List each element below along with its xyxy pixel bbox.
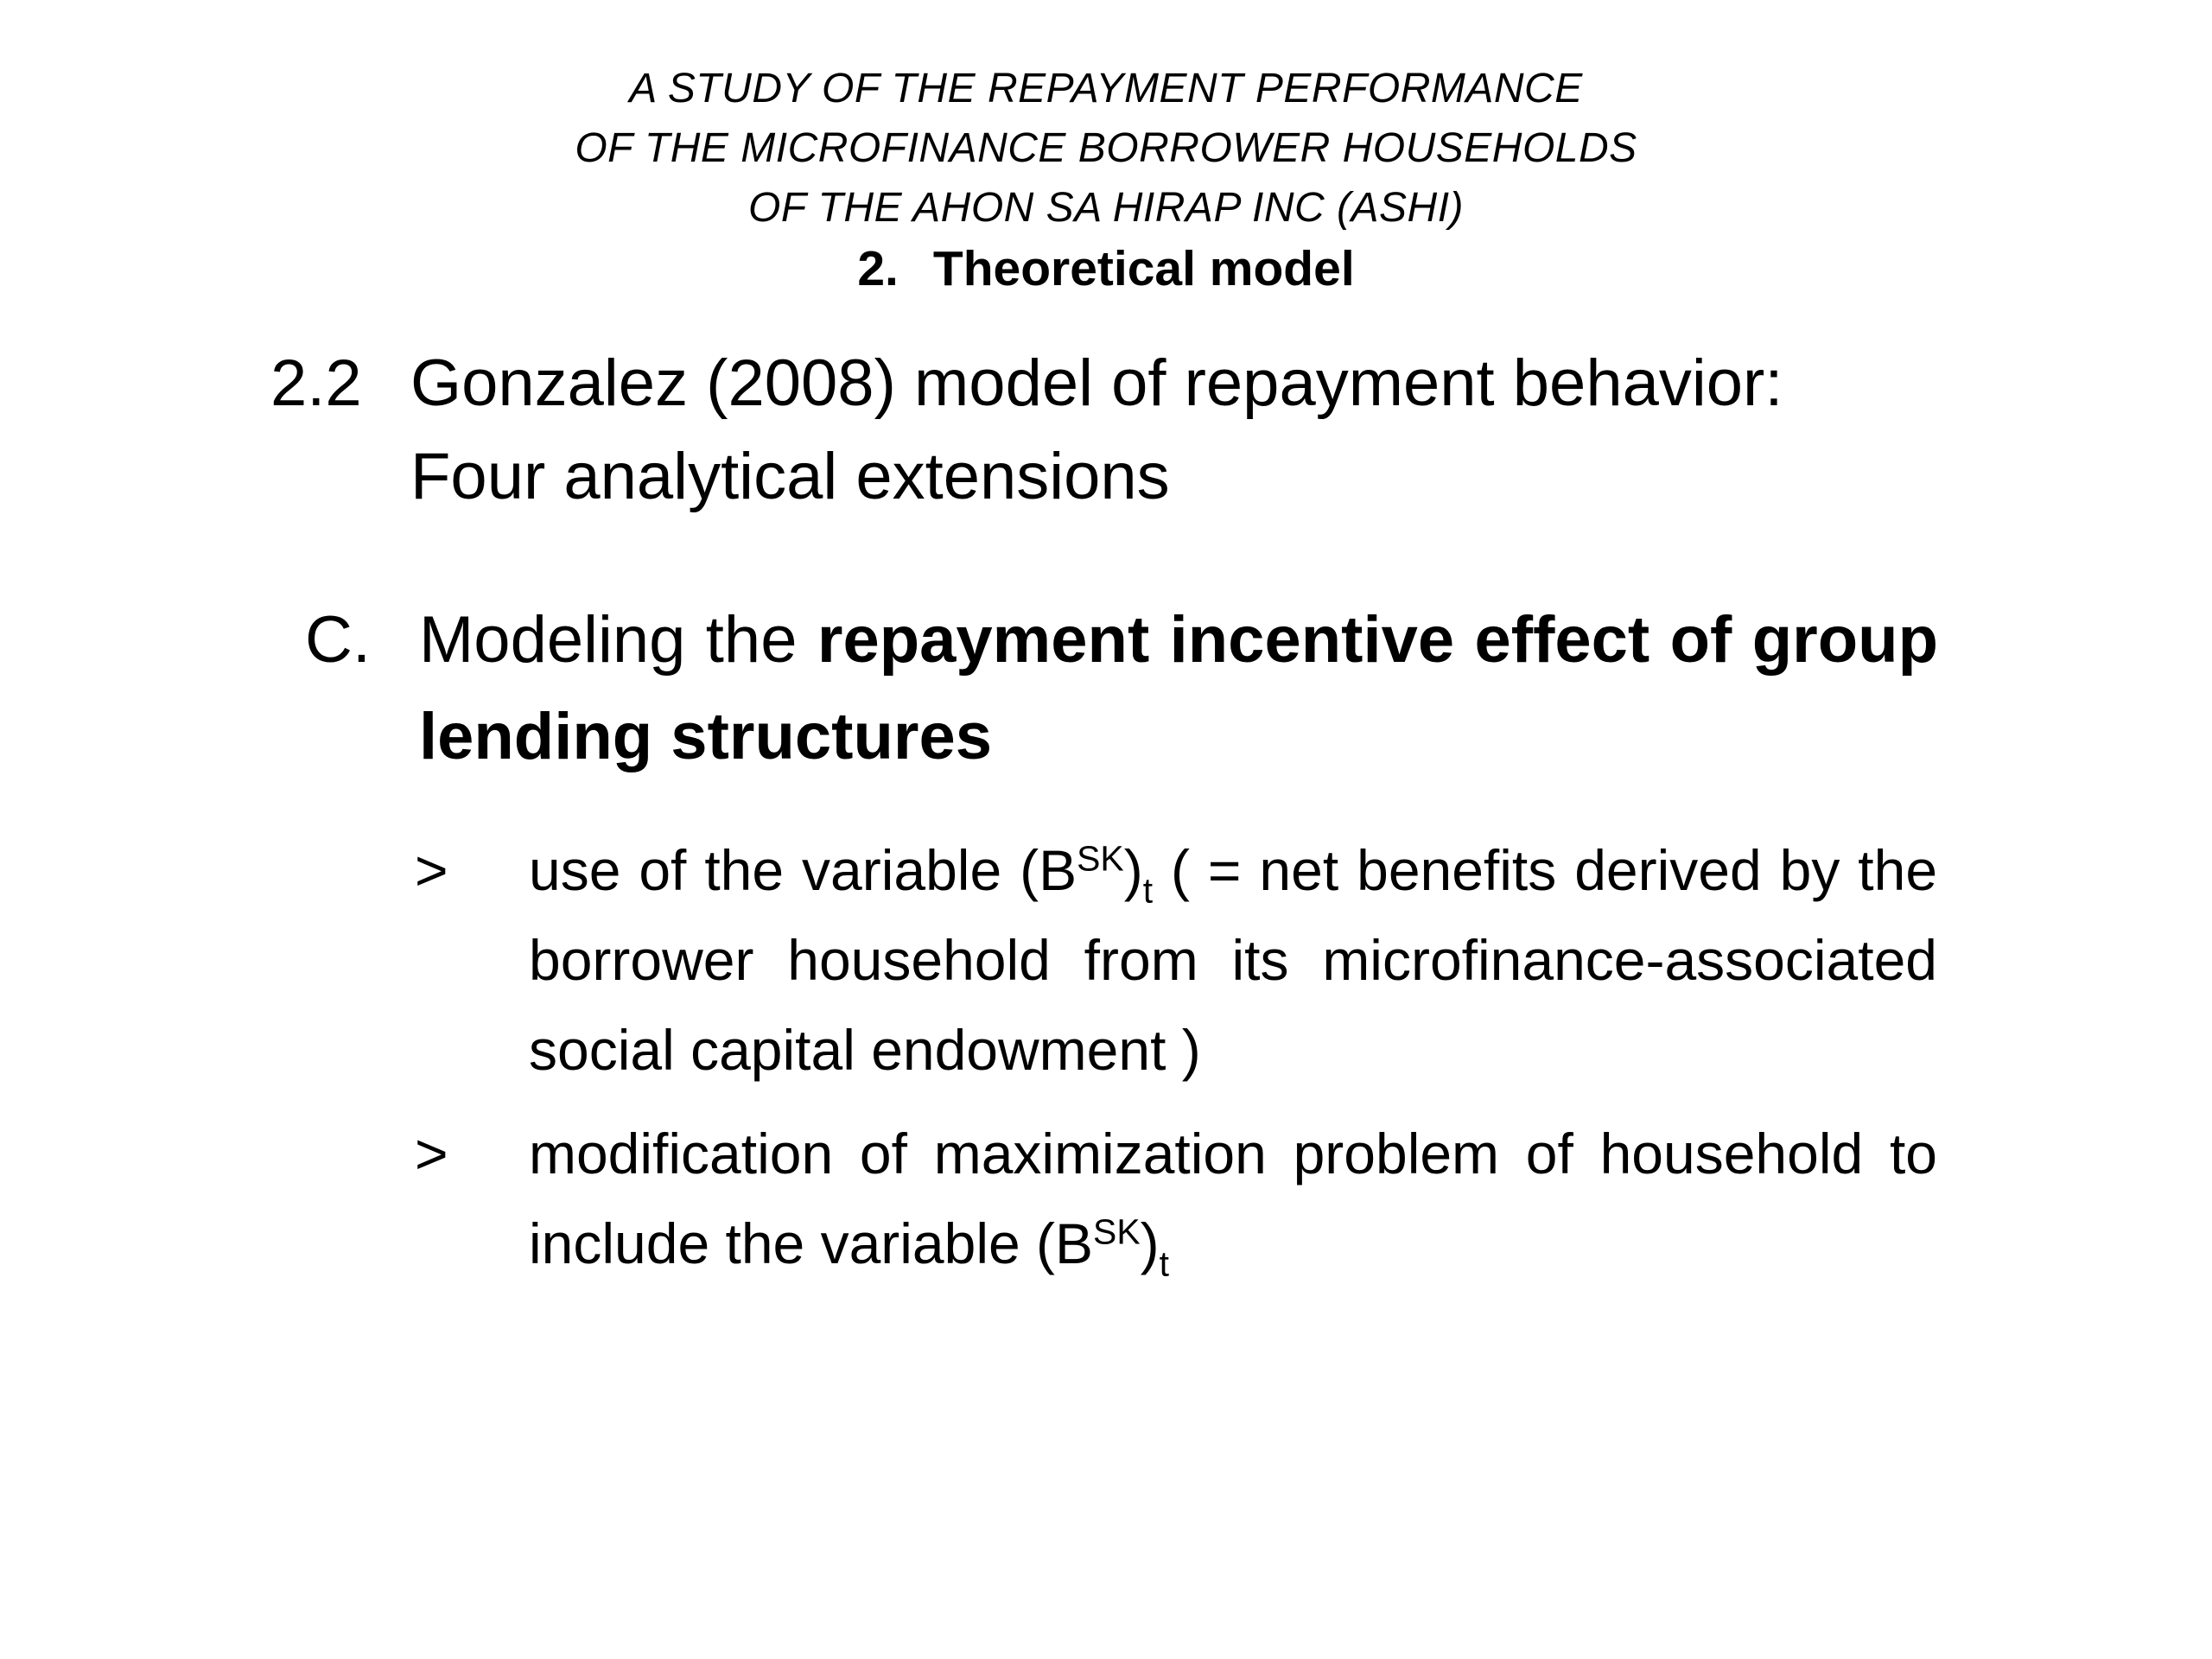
subsection-heading — [270, 337, 1981, 524]
bullet-text-before: modification of maximization problem of household to include the variable — [529, 1122, 1937, 1275]
variable-close: ) — [1123, 838, 1143, 902]
variable-close: ) — [1140, 1211, 1160, 1275]
item-c-bold-text: repayment incentive effect of group lending structures — [419, 603, 1939, 773]
variable-superscript: SK — [1093, 1211, 1141, 1252]
bullet-list — [415, 825, 1937, 1302]
bullet-marker: > — [415, 1122, 448, 1185]
section-title-text: Theoretical model — [932, 241, 1355, 296]
bullet-item — [415, 825, 1937, 1095]
study-title-line-3: OF THE AHON SA HIRAP INC (ASHI) — [747, 185, 1465, 231]
subsection-number: 2.2 — [270, 346, 362, 420]
subsection-title-line-1: Gonzalez (2008) model of repayment behavior: — [410, 346, 1783, 420]
bullet-text-after: ( = net benefits derived by the borrower household from its microfinance-associated social capital endowment ) — [529, 838, 1938, 1082]
bullet-text-before: use of the variable — [529, 838, 1002, 902]
variable-subscript: t — [1142, 870, 1154, 911]
study-title-line-2: OF THE MICROFINANCE BORROWER HOUSEHOLDS — [575, 125, 1637, 171]
variable-b-sk-t — [1036, 1211, 1169, 1284]
subsection-title-line-2: Four analytical extensions — [410, 440, 1170, 513]
bullet-marker: > — [415, 838, 448, 902]
bullet-text — [529, 1109, 1937, 1288]
variable-base: (B — [1036, 1211, 1094, 1275]
item-c-text — [419, 592, 1938, 785]
bullet-item — [415, 1109, 1937, 1288]
section-number: 2. — [857, 241, 899, 296]
variable-b-sk-t — [1020, 838, 1154, 911]
bullet-text — [529, 825, 1937, 1095]
variable-superscript: SK — [1077, 838, 1124, 879]
item-c — [305, 592, 1938, 785]
section-title — [0, 236, 2212, 302]
item-c-letter: C. — [305, 603, 371, 677]
slide-header — [0, 59, 2212, 302]
item-c-plain-text: Modeling the — [419, 603, 798, 677]
variable-subscript: t — [1159, 1243, 1169, 1284]
variable-base: (B — [1020, 838, 1077, 902]
study-title-line-1: A STUDY OF THE REPAYMENT PERFORMANCE — [629, 66, 1583, 111]
